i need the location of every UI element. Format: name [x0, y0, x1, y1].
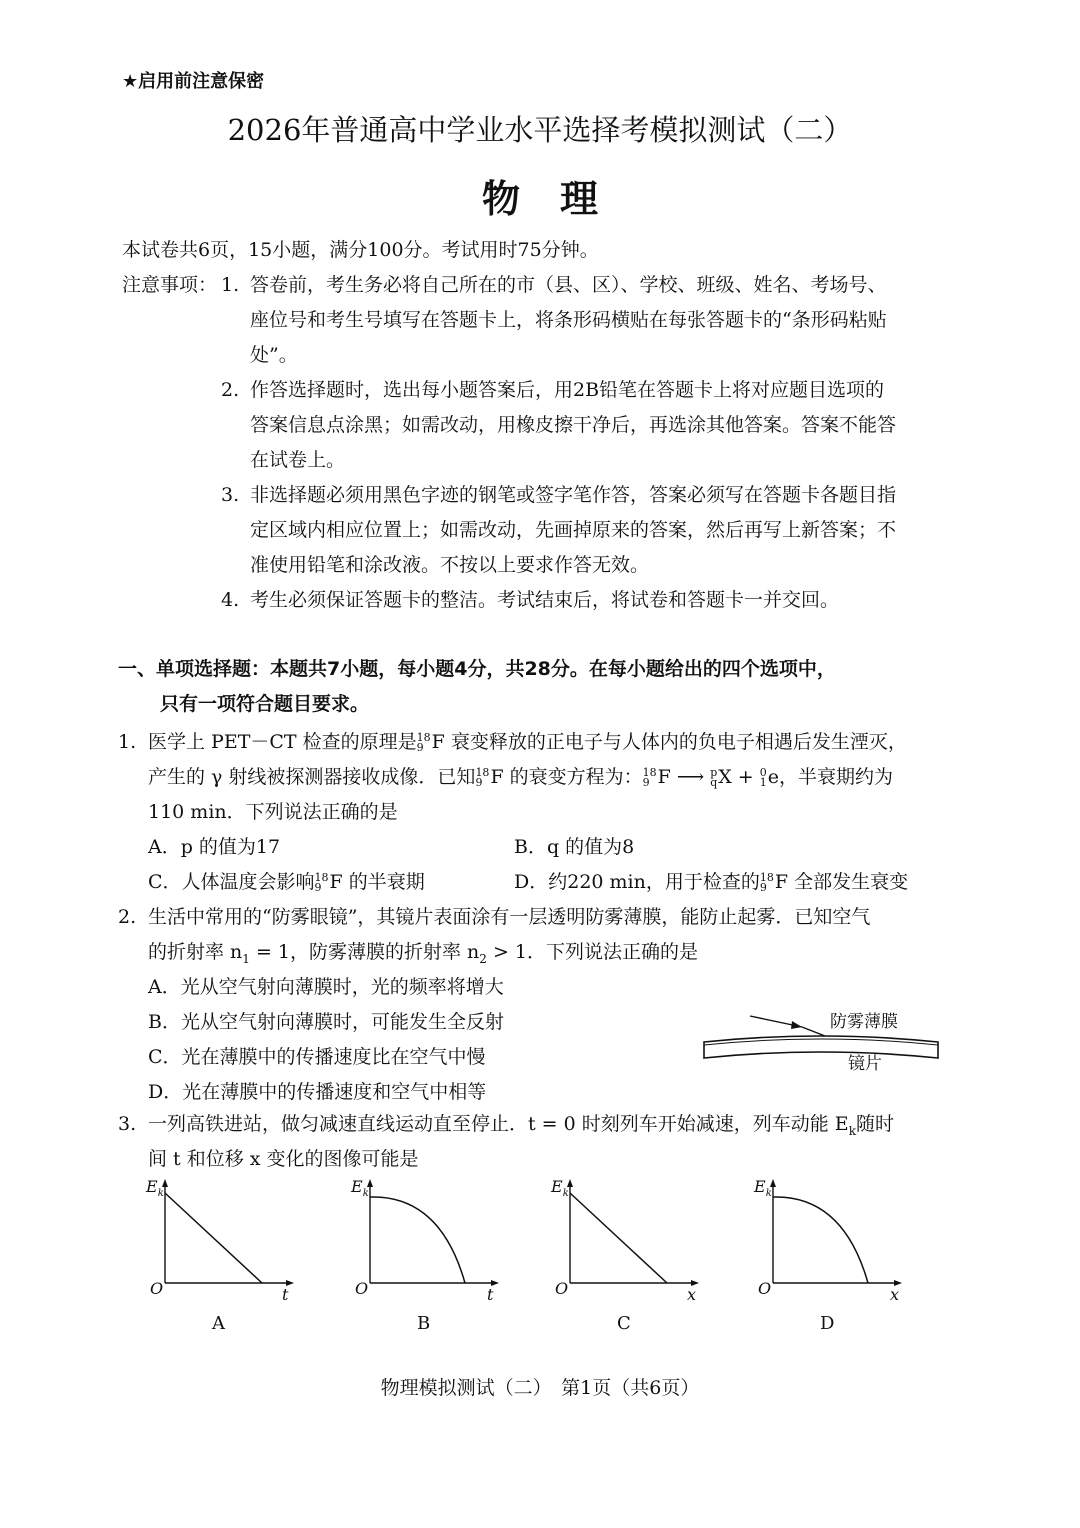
graph-option-label: A — [212, 1313, 225, 1334]
x-axis-label: t — [487, 1285, 494, 1304]
confidential-mark: ★启用前注意保密 — [122, 71, 265, 92]
y-axis-label: $E_k$ — [146, 1177, 164, 1200]
notice-3-line-3: 准使用铅笔和涂改液。不按以上要求作答无效。 — [250, 554, 650, 576]
y-axis-label: $E_k$ — [351, 1177, 369, 1200]
film-layer — [704, 1039, 938, 1045]
page-footer: 物理模拟测试（二） 第1页（共6页） — [380, 1377, 700, 1399]
notice-2-line-1: 作答选择题时，选出每小题答案后，用2B铅笔在答题卡上将对应题目选项的 — [250, 379, 885, 401]
graph-option-label: C — [617, 1313, 631, 1334]
notice-3-line-2: 定区域内相应位置上；如需改动，先画掉原来的答案，然后再写上新答案；不 — [250, 519, 897, 541]
ek-curve — [165, 1193, 262, 1283]
graph-a — [140, 1175, 310, 1345]
ray-arrowhead — [791, 1021, 802, 1029]
notice-3-num: 3. — [221, 484, 240, 506]
q2-option-b: B．光从空气射向薄膜时，可能发生全反射 — [148, 1011, 504, 1033]
fig-label-lens: 镜片 — [848, 1054, 882, 1074]
q1-option-a: A．p 的值为17 — [148, 836, 281, 858]
origin-label: O — [758, 1279, 772, 1298]
q1-option-c: C．人体温度会影响 18 9 F 的半衰期 — [148, 871, 425, 894]
ek-curve — [370, 1197, 465, 1283]
q1-line-1: 医学上 PET－CT 检查的原理是 18 9 F 衰变释放的正电子与人体内的负电子相遇后发生湮灭， — [148, 731, 907, 754]
q1-line-2: 产生的 γ 射线被探测器接收成像．已知 18 9 F 的衰变方程为： 18 9 F ⟶ p q X + 0 1 e，半衰期约为 — [148, 766, 894, 789]
notice-4-num: 4. — [221, 589, 240, 611]
q1-line-3: 110 min．下列说法正确的是 — [148, 801, 398, 823]
x-axis-label: t — [282, 1285, 289, 1304]
graph-b — [345, 1175, 515, 1345]
x-axis-label: x — [687, 1285, 697, 1304]
notice-1-num: 1. — [221, 274, 240, 296]
origin-label: O — [150, 1279, 164, 1298]
q2-line-1: 生活中常用的“防雾眼镜”，其镜片表面涂有一层透明防雾薄膜，能防止起雾．已知空气 — [148, 906, 871, 928]
x-axis-label: x — [890, 1285, 900, 1304]
q1-number: 1. — [118, 731, 137, 753]
q2-line-2: 的折射率 $n_1 = 1$，防雾薄膜的折射率 $n_2 > 1$．下列说法正确的是 — [148, 941, 699, 966]
ek-curve — [773, 1197, 868, 1283]
graph-c — [545, 1175, 715, 1345]
notice-label: 注意事项： — [122, 274, 218, 296]
anti-fog-lens-figure — [690, 1000, 950, 1080]
subject-title: 物理 — [481, 177, 638, 221]
q2-option-a: A．光从空气射向薄膜时，光的频率将增大 — [148, 976, 504, 998]
origin-label: O — [555, 1279, 569, 1298]
notice-2-line-2: 答案信息点涂黑；如需改动，用橡皮擦干净后，再选涂其他答案。答案不能答 — [250, 414, 897, 436]
ek-curve — [570, 1193, 667, 1283]
fig-label-film: 防雾薄膜 — [830, 1012, 898, 1032]
origin-label: O — [355, 1279, 369, 1298]
notice-4-line-1: 考生必须保证答题卡的整洁。考试结束后，将试卷和答题卡一并交回。 — [250, 589, 840, 611]
graph-option-label: D — [820, 1313, 835, 1334]
q3-line-2: 间 t 和位移 x 变化的图像可能是 — [148, 1148, 419, 1170]
graph-d — [748, 1175, 918, 1345]
section-1-heading-cont: 只有一项符合题目要求。 — [160, 693, 370, 715]
graph-option-label: B — [417, 1313, 431, 1334]
q2-number: 2. — [118, 906, 137, 928]
notice-3-line-1: 非选择题必须用黑色字迹的钢笔或签字笔作答，答案必须写在答题卡各题目指 — [250, 484, 897, 506]
y-axis-label: $E_k$ — [551, 1177, 569, 1200]
notice-1-line-2: 座位号和考生号填写在答题卡上，将条形码横贴在每张答题卡的“条形码粘贴 — [250, 309, 887, 331]
q1-option-b: B．q 的值为8 — [514, 836, 635, 858]
y-axis-label: $E_k$ — [754, 1177, 772, 1200]
notice-1-line-1: 答卷前，考生务必将自己所在的市（县、区）、学校、班级、姓名、考场号、 — [250, 274, 887, 296]
section-1-heading: 一、单项选择题：本题共7小题，每小题4分，共28分。在每小题给出的四个选项中， — [118, 658, 836, 680]
notice-2-line-3: 在试卷上。 — [250, 449, 346, 471]
q3-number: 3. — [118, 1113, 137, 1135]
q3-line-1: 一列高铁进站，做匀减速直线运动直至停止．t = 0 时刻列车开始减速，列车动能 $E_k$随时 — [148, 1113, 894, 1138]
q2-option-c: C．光在薄膜中的传播速度比在空气中慢 — [148, 1046, 486, 1068]
notice-2-num: 2. — [221, 379, 240, 401]
exam-title: 2026年普通高中学业水平选择考模拟测试（二） — [227, 113, 853, 147]
q1-option-d: D．约220 min，用于检查的 18 9 F 全部发生衰变 — [514, 871, 909, 894]
notice-1-line-3: 处”。 — [250, 344, 298, 366]
intro-text: 本试卷共6页，15小题，满分100分。考试用时75分钟。 — [122, 239, 599, 261]
iso-f18: 18 9 — [416, 731, 431, 754]
q2-option-d: D．光在薄膜中的传播速度和空气中相等 — [148, 1081, 487, 1103]
